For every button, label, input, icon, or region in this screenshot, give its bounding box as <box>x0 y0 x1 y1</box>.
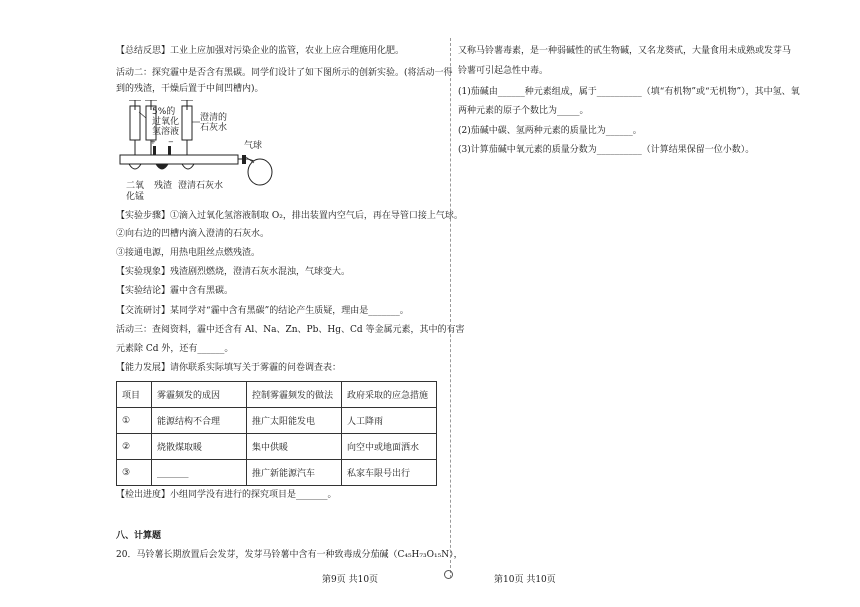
right-well <box>182 164 194 169</box>
activity2-text-line2: 到的残渣，干燥后置于中间凹槽内)。 <box>116 84 264 94</box>
label-limewater-bottom: 澄清石灰水 <box>178 181 224 191</box>
balloon <box>248 159 272 185</box>
right-syringe <box>181 100 193 155</box>
binding-hole-icon <box>444 570 453 579</box>
table-header-cell: 项目 <box>117 382 152 408</box>
label-residue: 残渣 <box>154 181 173 191</box>
survey-table <box>116 381 437 486</box>
table-cell: ② <box>117 434 152 460</box>
label-mno2-1: 二氧 <box>126 181 145 191</box>
section8-heading: 八、计算题 <box>116 531 162 541</box>
q20-part1-line2: 两种元素的原子个数比为_____。 <box>458 106 589 116</box>
table-cell: 集中供暖 <box>247 434 342 460</box>
progress-text: 【检出进度】小组同学没有进行的探究项目是_______。 <box>116 490 337 500</box>
label-h2o2-1: 5%的 <box>152 107 176 117</box>
table-cell: 私家车限号出行 <box>342 460 437 486</box>
activity3-text-line2: 元素除 Cd 外，还有______。 <box>116 344 234 354</box>
label-limewater-top-2: 石灰水 <box>200 123 228 133</box>
table-row <box>117 408 437 434</box>
discussion-text: 【交流研讨】某同学对“霾中含有黑碳”的结论产生质疑，理由是_______。 <box>116 306 409 316</box>
table-cell: ① <box>117 408 152 434</box>
question20-text: 20．马铃薯长期放置后会发芽，发芽马铃薯中含有一种致毒成分茄碱（C₄₅H₇₃O₁₅N）， <box>116 550 463 560</box>
left-well <box>129 164 141 169</box>
activity2-text-line1: 活动二：探究霾中是否含有黑碳。同学们设计了如下图所示的创新实验。(将活动一得 <box>116 68 453 78</box>
summary-text: 【总结反思】工业上应加强对污染企业的监管，农业上应合理施用化肥。 <box>116 46 405 56</box>
apparatus-diagram <box>116 100 276 204</box>
table-cell: _______ <box>152 460 247 486</box>
label-limewater-top-1: 澄清的 <box>200 113 228 123</box>
table-cell: ③ <box>117 460 152 486</box>
table-cell: 推广太阳能发电 <box>247 408 342 434</box>
footer-page-right: 第10页 共10页 <box>494 575 556 585</box>
table-cell: 人工降雨 <box>342 408 437 434</box>
left-electrode <box>153 146 156 155</box>
q20-cont-line2: 铃薯可引起急性中毒。 <box>458 66 549 76</box>
table-row <box>117 460 437 486</box>
left-syringe <box>129 100 141 155</box>
table-header-cell: 政府采取的应急措施 <box>342 382 437 408</box>
q20-part3: (3)计算茄碱中氧元素的质量分数为__________（计算结果保留一位小数）。 <box>458 145 755 155</box>
q20-part1-line1: (1)茄碱由______种元素组成，属于__________（填“有机物”或“无机物”），其中氢、氧 <box>458 87 800 97</box>
plus-sign: + <box>150 138 156 146</box>
table-cell: 能源结构不合理 <box>152 408 247 434</box>
step3-text: ③接通电源，用热电阻丝点燃残渣。 <box>116 248 261 258</box>
clamp <box>242 155 246 164</box>
table-cell: 向空中或地面洒水 <box>342 434 437 460</box>
q20-part2: (2)茄碱中碳、氢两种元素的质量比为______。 <box>458 126 642 136</box>
activity3-text-line1: 活动三：查阅资料，霾中还含有 Al、Na、Zn、Pb、Hg、Cd 等金属元素，其中的有害 <box>116 325 465 335</box>
middle-well <box>156 164 168 169</box>
phenomenon-text: 【实验现象】残渣剧烈燃烧，澄清石灰水混浊，气球变大。 <box>116 267 351 277</box>
step1-text: 【实验步骤】①滴入过氧化氢溶液制取 O₂，排出装置内空气后，再在导管口接上气球。 <box>116 211 463 221</box>
minus-sign: − <box>168 138 174 146</box>
conclusion-text: 【实验结论】霾中含有黑碳。 <box>116 286 234 296</box>
footer-page-left: 第9页 共10页 <box>322 575 379 585</box>
table-cell: 烧散煤取暖 <box>152 434 247 460</box>
table-cell: 推广新能源汽车 <box>247 460 342 486</box>
label-h2o2-3: 氢溶液 <box>152 127 180 137</box>
table-header-cell: 雾霾频发的成因 <box>152 382 247 408</box>
label-mno2-2: 化锰 <box>126 192 145 202</box>
step2-text: ②向右边的凹槽内滴入澄清的石灰水。 <box>116 229 270 239</box>
table-header-row <box>117 382 437 408</box>
table-header-cell: 控制雾霾频发的做法 <box>247 382 342 408</box>
right-electrode <box>168 146 171 155</box>
main-tube <box>120 155 238 164</box>
label-balloon: 气球 <box>244 141 263 151</box>
q20-cont-line1: 又称马铃薯毒素，是一种弱碱性的甙生物碱，又名龙葵甙，大量食用未成熟或发芽马 <box>458 46 792 56</box>
ability-text: 【能力发展】请你联系实际填写关于雾霾的问卷调查表： <box>116 363 342 373</box>
table-row <box>117 434 437 460</box>
label-h2o2-2: 过氧化 <box>152 117 180 127</box>
column-divider <box>450 38 451 578</box>
